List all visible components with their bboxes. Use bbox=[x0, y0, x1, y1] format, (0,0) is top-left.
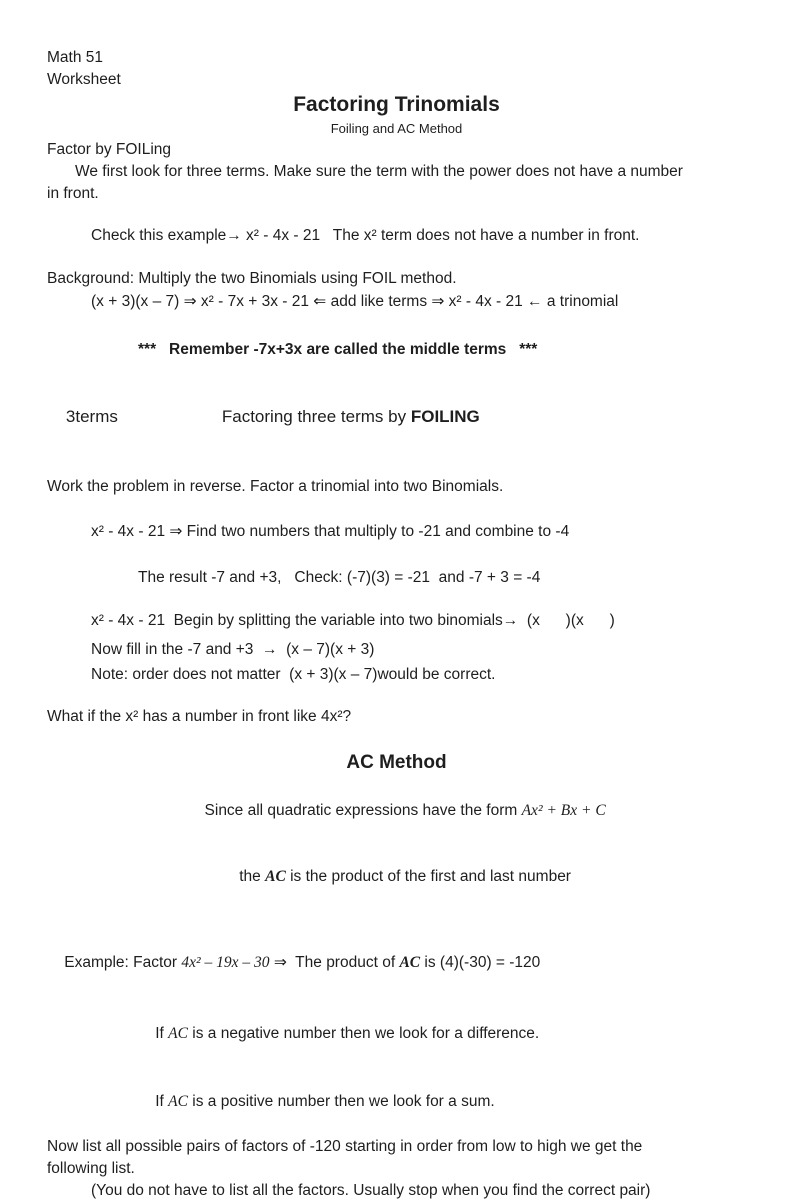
ac-negative-ac: AC bbox=[168, 1025, 188, 1042]
ac-negative-line bbox=[47, 1001, 746, 1067]
page-title: Factoring Trinomials bbox=[293, 93, 500, 116]
remember-note: *** Remember -7x+3x are called the middle terms *** bbox=[138, 341, 538, 358]
quadratic-form-text: Since all quadratic expressions have the form bbox=[204, 802, 522, 819]
ac-example-post: is (4)(-30) = -120 bbox=[420, 954, 541, 971]
worksheet-label: Worksheet bbox=[47, 71, 121, 88]
ac-example-mid: ⇒ The product of bbox=[269, 954, 400, 971]
split-binomials-line: x² - 4x - 21 Begin by splitting the variable into two binomials→ (x )(x ) bbox=[91, 612, 615, 629]
ac-example-ac: AC bbox=[399, 954, 421, 971]
ac-product-ac: AC bbox=[265, 868, 286, 885]
ac-positive-line bbox=[47, 1069, 746, 1135]
three-terms-heading-row bbox=[47, 381, 746, 453]
foil-section-heading: Factor by FOILing bbox=[47, 141, 172, 158]
result-check-line: The result -7 and +3, Check: (-7)(3) = -21 and -7 + 3 = -4 bbox=[138, 569, 541, 586]
background-heading: Background: Multiply the two Binomials using FOIL method. bbox=[47, 270, 457, 287]
page-subtitle: Foiling and AC Method bbox=[330, 121, 463, 136]
list-intro-line-2: following list. bbox=[47, 1160, 135, 1177]
foil-intro-line-1: We first look for three terms. Make sure the term with the power does not have a number bbox=[75, 163, 683, 180]
work-reverse-line: Work the problem in reverse. Factor a trinomial into two Binomials. bbox=[47, 478, 504, 495]
ac-example-math: 4x² – 19x – 30 bbox=[181, 954, 270, 971]
foil-expansion-line: (x + 3)(x – 7) ⇒ x² - 7x + 3x - 21 ⇐ add like terms ⇒ x² - 4x - 21 ← a trinomial bbox=[91, 293, 619, 310]
find-numbers-line: x² - 4x - 21 ⇒ Find two numbers that multiply to -21 and combine to -4 bbox=[91, 523, 570, 540]
ac-example-pre: Example: Factor bbox=[64, 954, 182, 971]
foil-intro-line-2: in front. bbox=[47, 185, 99, 202]
list-intro-line-1: Now list all possible pairs of factors of -120 starting in order from low to high we get the bbox=[47, 1138, 643, 1155]
parenthetical-note: (You do not have to list all the factors. Usually stop when you find the correct pair) bbox=[91, 1182, 651, 1199]
what-if-line: What if the x² has a number in front like 4x²? bbox=[47, 708, 352, 725]
check-example-line: Check this example→ x² - 4x - 21 The x² term does not have a number in front. bbox=[91, 227, 640, 244]
course-label: Math 51 bbox=[47, 49, 104, 66]
ac-negative-pre: If bbox=[155, 1025, 169, 1042]
three-terms-heading: Factoring three terms by bbox=[221, 407, 411, 426]
ac-positive-ac: AC bbox=[168, 1093, 188, 1110]
ac-method-heading: AC Method bbox=[346, 752, 447, 773]
ac-positive-post: is a positive number then we look for a sum. bbox=[187, 1093, 495, 1110]
fill-in-line: Now fill in the -7 and +3 → (x – 7)(x + 3) bbox=[91, 641, 375, 658]
three-terms-heading-foiling: FOILING bbox=[410, 407, 480, 426]
ac-product-pre: the bbox=[239, 868, 266, 885]
three-terms-label: 3terms bbox=[65, 407, 118, 426]
quadratic-form-line bbox=[47, 778, 746, 844]
ac-product-post: is the product of the first and last number bbox=[285, 868, 571, 885]
order-note-line: Note: order does not matter (x + 3)(x – 7)would be correct. bbox=[91, 666, 496, 683]
quadratic-form-math: Ax² + Bx + C bbox=[521, 802, 606, 819]
ac-product-line bbox=[47, 844, 746, 910]
ac-positive-pre: If bbox=[155, 1093, 169, 1110]
ac-negative-post: is a negative number then we look for a difference. bbox=[187, 1025, 540, 1042]
ac-example-line bbox=[47, 930, 746, 996]
